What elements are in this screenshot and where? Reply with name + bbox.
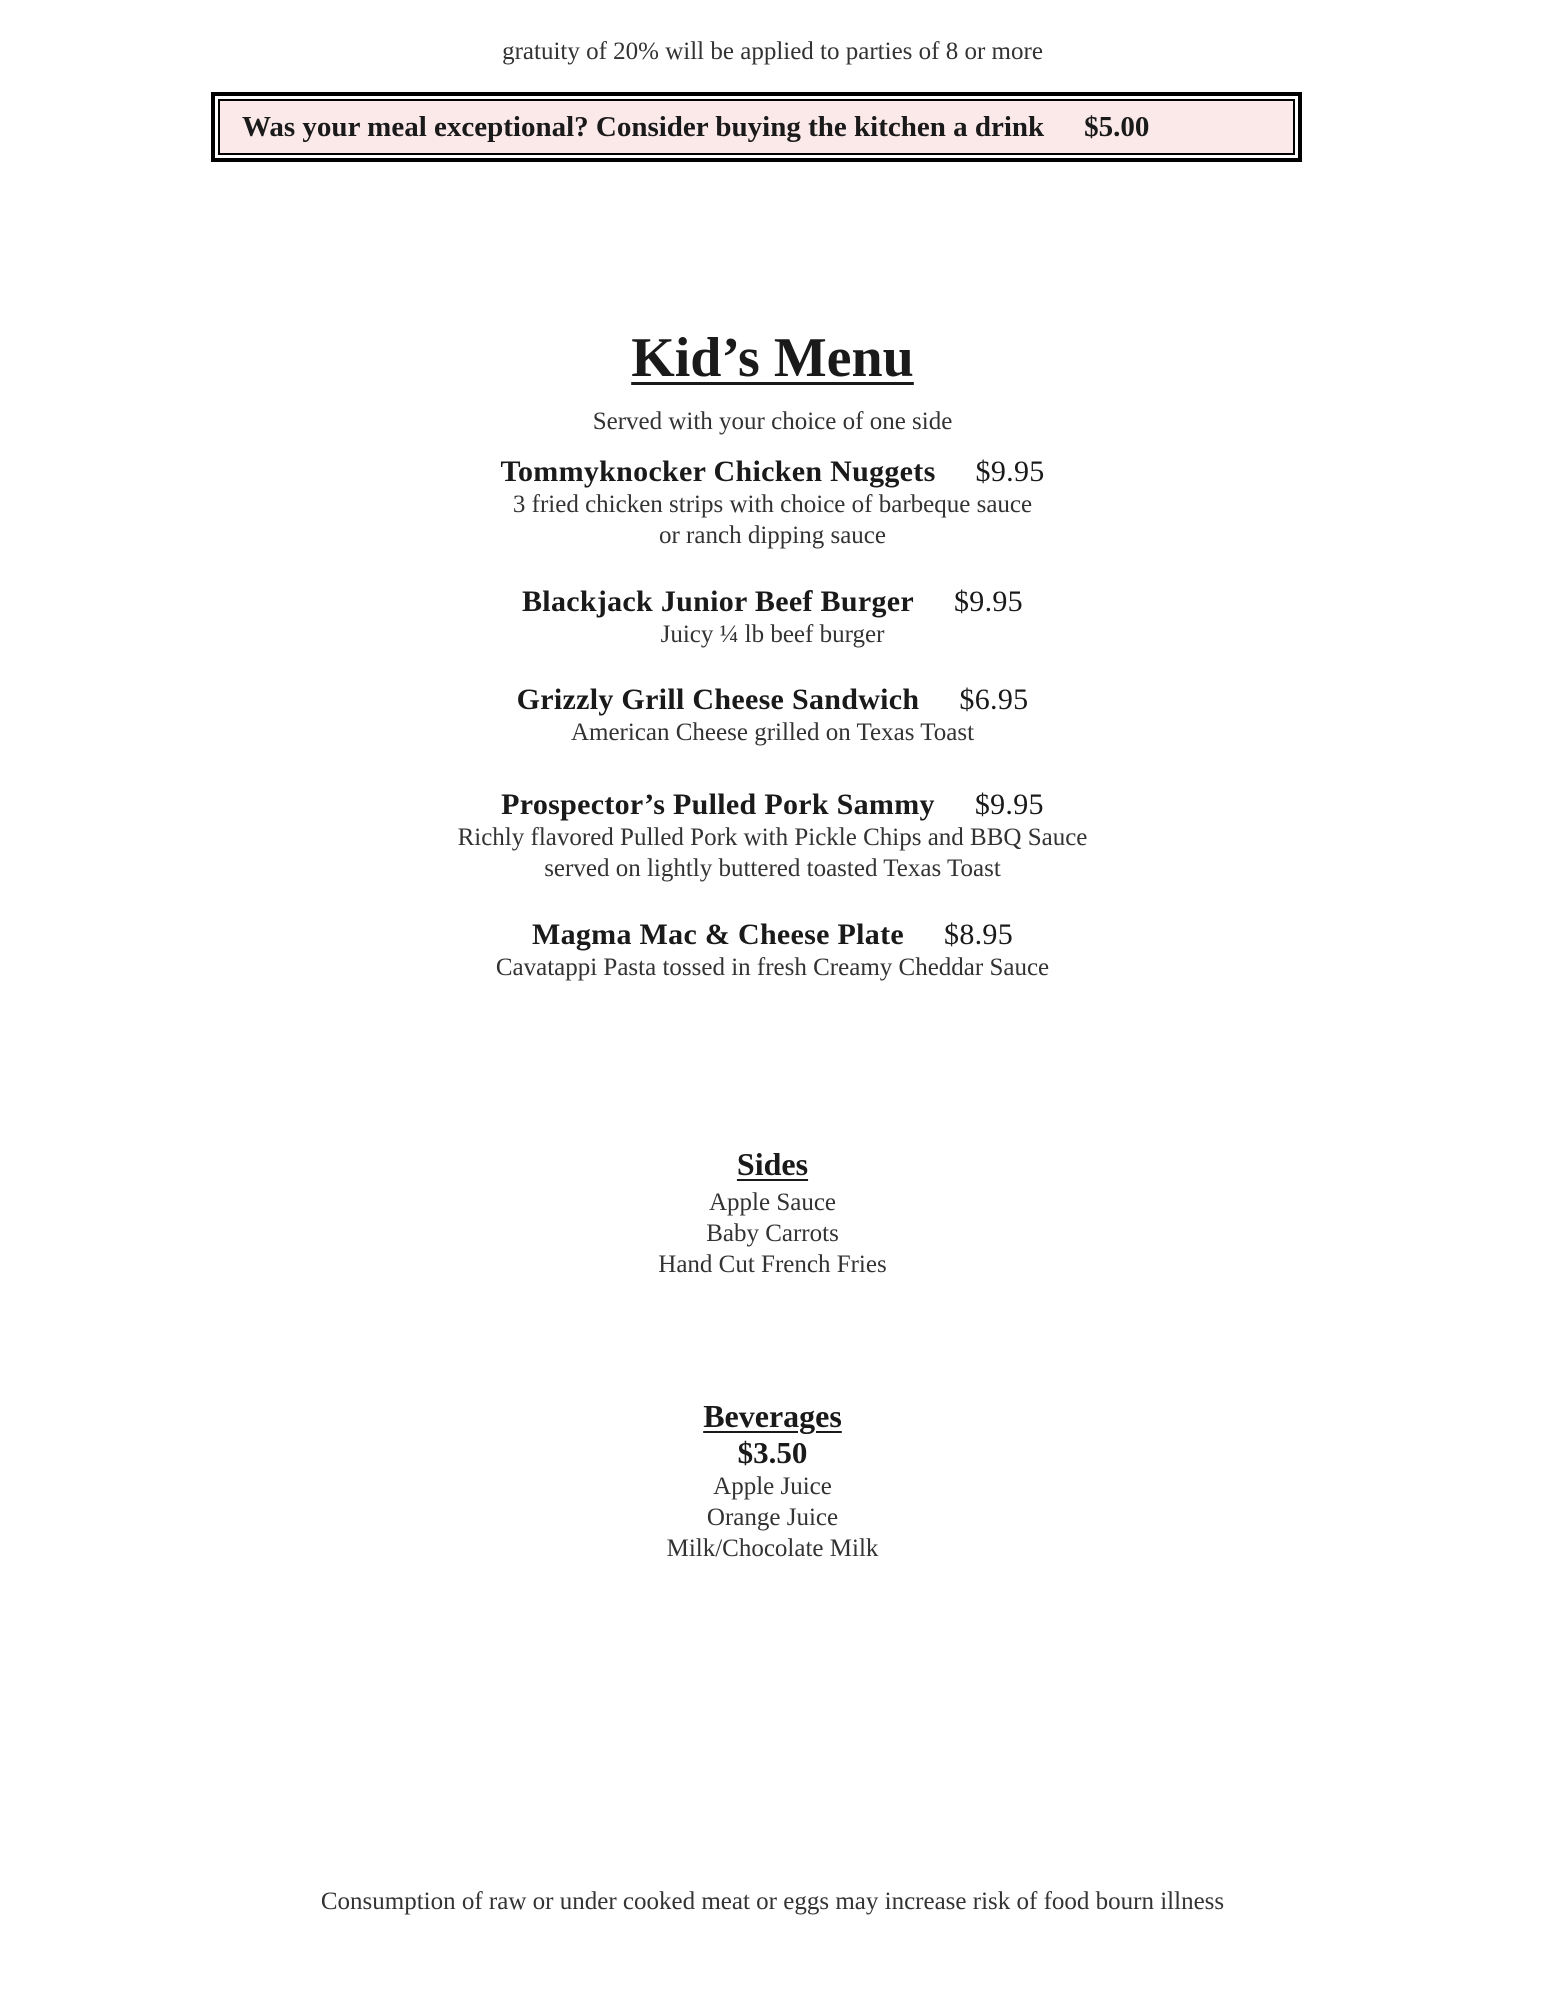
menu-item-price: $9.95 [974,788,1044,821]
description-line: Juicy ¼ lb beef burger [660,621,885,648]
menu-subtitle: Served with your choice of one side [592,408,953,435]
food-safety-disclaimer: Consumption of raw or under cooked meat or eggs may increase risk of food bourn illness [320,1888,1225,1915]
menu-item [0,455,1545,551]
beverage-item: Apple Juice [713,1473,832,1500]
description-line: Cavatappi Pasta tossed in fresh Creamy Cheddar Sauce [495,954,1050,981]
description-line: American Cheese grilled on Texas Toast [570,719,975,746]
menu-item [0,683,1545,748]
menu-item-title: Magma Mac & Cheese Plate [531,918,905,951]
menu-item [0,788,1545,884]
kitchen-tip-price: $5.00 [1084,110,1150,143]
menu-item-title: Grizzly Grill Cheese Sandwich [516,683,920,716]
menu-item-name [0,455,1545,489]
kitchen-tip-box [211,92,1302,162]
sides-title: Sides [736,1146,809,1182]
menu-item-price: $9.95 [953,585,1023,618]
menu-item-description [0,489,1545,551]
beverages-section [0,1398,1545,1564]
kitchen-tip-inner [218,99,1295,155]
menu-item [0,585,1545,650]
menu-item-name [0,683,1545,717]
menu-item-title: Blackjack Junior Beef Burger [522,585,914,618]
description-line: Richly flavored Pulled Pork with Pickle Chips and BBQ Sauce [457,824,1088,851]
beverage-item: Orange Juice [706,1504,839,1531]
menu-item-description [0,952,1545,983]
menu-item-price: $8.95 [944,918,1014,951]
menu-item-name [0,585,1545,619]
description-line: 3 fried chicken strips with choice of barbeque sauce [512,491,1033,518]
side-item: Baby Carrots [706,1220,839,1247]
beverages-title: Beverages [703,1398,842,1434]
side-item: Apple Sauce [708,1189,837,1216]
menu-item-price: $9.95 [975,455,1045,488]
menu-title: Kid’s Menu [631,327,914,389]
side-item: Hand Cut French Fries [658,1251,887,1278]
menu-item-name [0,788,1545,822]
menu-item-title: Tommyknocker Chicken Nuggets [500,455,936,488]
menu-item-title: Prospector’s Pulled Pork Sammy [501,788,935,821]
description-line: served on lightly buttered toasted Texas Toast [544,855,1001,882]
menu-item-description [0,619,1545,650]
beverage-item: Milk/Chocolate Milk [666,1535,879,1562]
kitchen-tip-text: Was your meal exceptional? Consider buying the kitchen a drink [242,110,1045,143]
menu-item [0,918,1545,983]
gratuity-notice: gratuity of 20% will be applied to parties of 8 or more [502,38,1043,65]
sides-section [0,1146,1545,1280]
menu-item-description [0,822,1545,884]
beverages-price: $3.50 [737,1435,808,1470]
menu-item-description [0,717,1545,748]
menu-item-price: $6.95 [959,683,1029,716]
menu-item-name [0,918,1545,952]
description-line: or ranch dipping sauce [658,522,886,549]
